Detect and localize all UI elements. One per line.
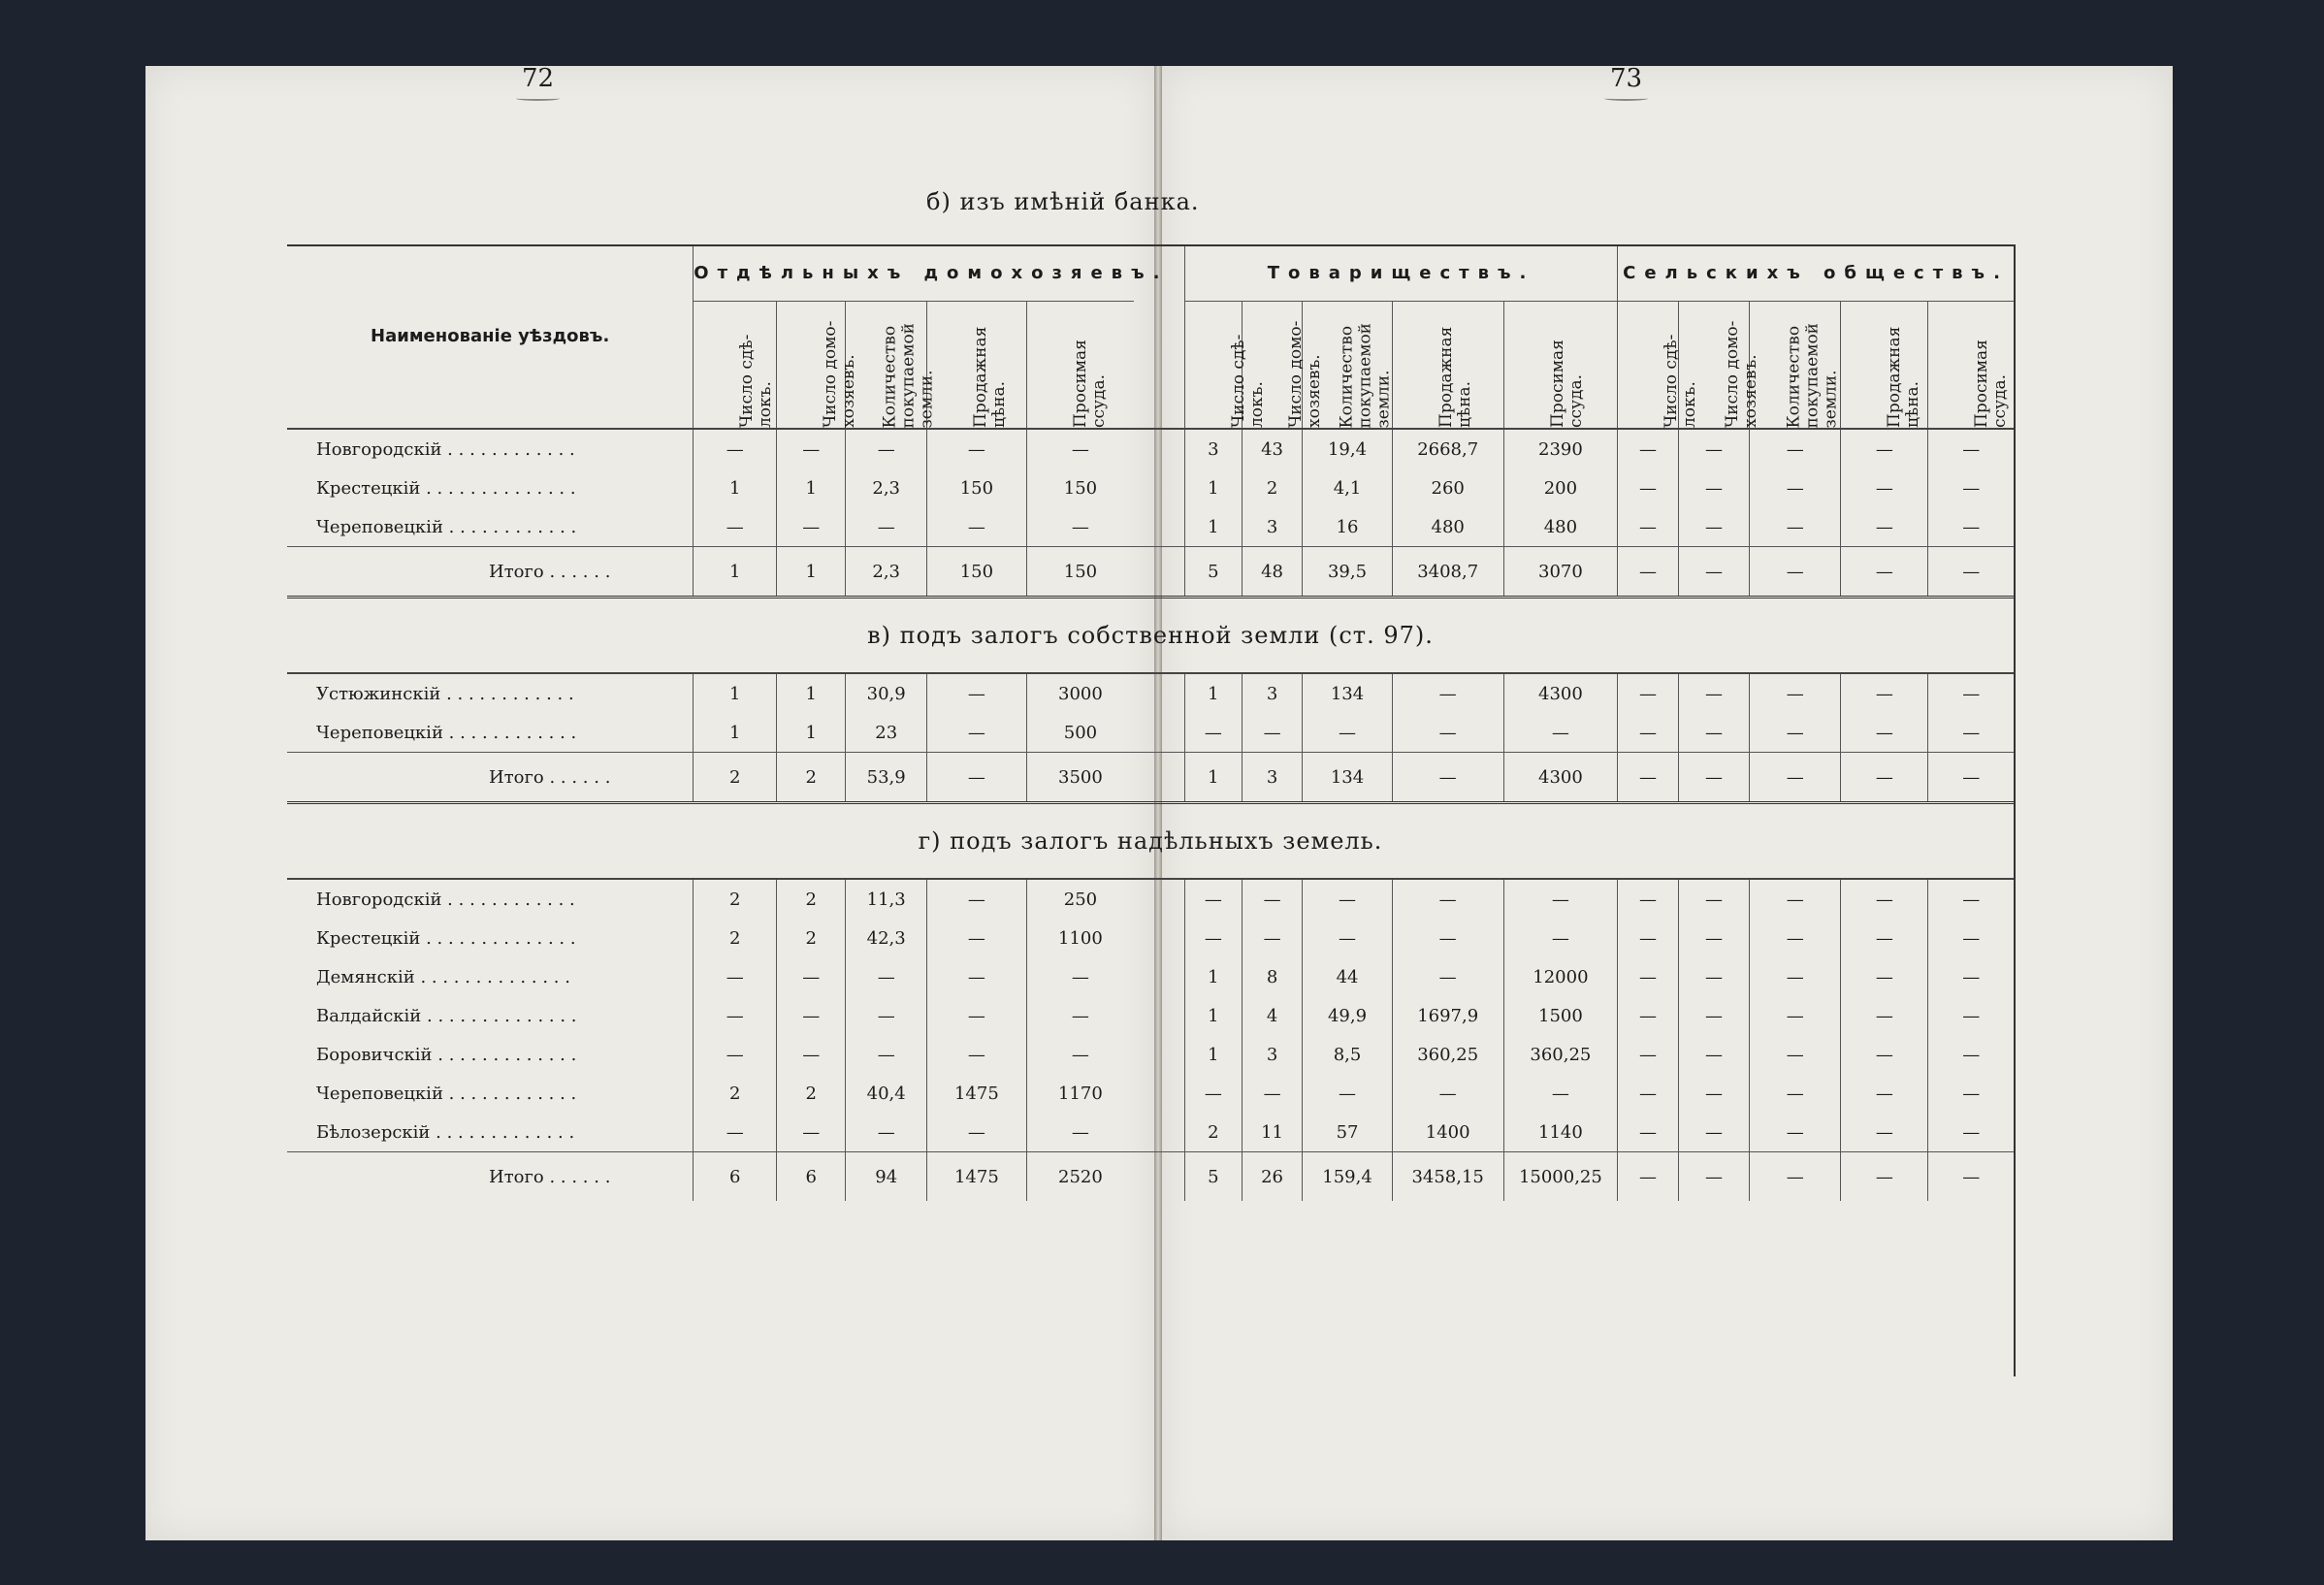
table-cell: 134 xyxy=(1303,753,1392,803)
table-cell: — xyxy=(1678,879,1749,919)
section-title: в) подъ залогъ собственной земли (ст. 97). xyxy=(287,598,2014,674)
page-gutter-cell xyxy=(1134,469,1184,507)
header-col-2-4: Продажная цѣна. xyxy=(1392,302,1503,430)
table-cell: — xyxy=(1841,996,1928,1035)
district-name: Новгородскій . . . . . . . . . . . . xyxy=(316,889,575,910)
table-cell: — xyxy=(1841,469,1928,507)
table-row xyxy=(287,879,2014,919)
table-cell: — xyxy=(1928,1035,2014,1074)
table-cell: 2 xyxy=(1242,469,1303,507)
statistics-table xyxy=(287,244,2014,1201)
district-name: Череповецкій . . . . . . . . . . . . xyxy=(316,1083,577,1104)
table-row xyxy=(287,1074,2014,1113)
table-cell: 4,1 xyxy=(1303,469,1392,507)
table-cell: 3458,15 xyxy=(1392,1152,1503,1202)
table-row xyxy=(287,1152,2014,1202)
table-cell: 94 xyxy=(846,1152,927,1202)
table-cell: 1170 xyxy=(1026,1074,1134,1113)
table-cell: — xyxy=(1928,957,2014,996)
table-cell: 23 xyxy=(846,713,927,753)
table-cell: — xyxy=(1618,547,1679,598)
table-cell: — xyxy=(1618,507,1679,547)
table-cell: 2 xyxy=(694,919,777,957)
table-cell: — xyxy=(694,1035,777,1074)
header-group-partnerships: Товариществъ. xyxy=(1185,244,1618,302)
table-cell: 150 xyxy=(1026,469,1134,507)
table-cell: — xyxy=(1185,713,1243,753)
table-cell: 1 xyxy=(1185,469,1243,507)
table-cell: 1697,9 xyxy=(1392,996,1503,1035)
table-cell: — xyxy=(1841,1035,1928,1074)
table-cell: 1 xyxy=(777,547,846,598)
table-cell: — xyxy=(1678,1113,1749,1152)
table-cell: — xyxy=(1928,507,2014,547)
table-cell: — xyxy=(1841,919,1928,957)
table-cell: 44 xyxy=(1303,957,1392,996)
table-cell: 1 xyxy=(777,469,846,507)
section-row xyxy=(287,803,2014,880)
table-cell: 48 xyxy=(1242,547,1303,598)
table-cell: — xyxy=(1928,429,2014,469)
table-cell: 1 xyxy=(1185,753,1243,803)
table-cell: 1500 xyxy=(1503,996,1617,1035)
table-cell: — xyxy=(1750,547,1841,598)
table-cell: — xyxy=(927,673,1027,713)
table-cell: 16 xyxy=(1303,507,1392,547)
header-col-1-1: Число сдѣ- локъ. xyxy=(694,302,777,430)
table-cell: — xyxy=(1303,879,1392,919)
table-cell: 8,5 xyxy=(1303,1035,1392,1074)
table-cell: — xyxy=(1928,673,2014,713)
table-cell: — xyxy=(1618,1074,1679,1113)
table-cell: 2520 xyxy=(1026,1152,1134,1202)
table-cell: — xyxy=(1503,1074,1617,1113)
table-cell: — xyxy=(1678,713,1749,753)
table-cell: — xyxy=(1678,957,1749,996)
table-cell: — xyxy=(777,507,846,547)
table-cell: — xyxy=(1678,673,1749,713)
table-cell: — xyxy=(1026,429,1134,469)
table-cell: — xyxy=(1392,879,1503,919)
header-col-3-5: Просимая ссуда. xyxy=(1928,302,2014,430)
table-cell: — xyxy=(1678,753,1749,803)
table-cell: — xyxy=(1242,879,1303,919)
table-cell: — xyxy=(1841,507,1928,547)
table-cell: — xyxy=(927,429,1027,469)
table-cell: — xyxy=(1618,753,1679,803)
table-cell: 2,3 xyxy=(846,469,927,507)
table-cell: — xyxy=(1678,919,1749,957)
table-cell: 2,3 xyxy=(846,547,927,598)
table-cell: — xyxy=(1618,919,1679,957)
table-cell: — xyxy=(1928,713,2014,753)
table-cell: — xyxy=(1242,919,1303,957)
table-cell: — xyxy=(1841,713,1928,753)
district-name: Новгородскій . . . . . . . . . . . . xyxy=(316,438,575,460)
table-cell: 3 xyxy=(1242,753,1303,803)
header-col-3-2: Число домо- хозяевъ. xyxy=(1678,302,1749,430)
table-cell: — xyxy=(846,1113,927,1152)
table-cell: — xyxy=(1750,879,1841,919)
table-cell: 5 xyxy=(1185,547,1243,598)
table-cell: — xyxy=(846,996,927,1035)
table-cell: — xyxy=(1841,429,1928,469)
table-cell: — xyxy=(694,429,777,469)
table-cell: 3 xyxy=(1242,1035,1303,1074)
left-page-number: 72 xyxy=(522,64,555,93)
table-cell: — xyxy=(927,879,1027,919)
table-cell: — xyxy=(777,1035,846,1074)
table-cell: — xyxy=(694,1113,777,1152)
table-cell: — xyxy=(1026,1035,1134,1074)
table-cell: 1 xyxy=(1185,507,1243,547)
district-name: Череповецкій . . . . . . . . . . . . xyxy=(316,516,577,537)
table-cell: 43 xyxy=(1242,429,1303,469)
right-page-number: 73 xyxy=(1610,64,1643,93)
table-cell: 3000 xyxy=(1026,673,1134,713)
table-cell: 480 xyxy=(1503,507,1617,547)
table-cell: — xyxy=(1678,1035,1749,1074)
table-cell: — xyxy=(694,996,777,1035)
table-row xyxy=(287,713,2014,753)
table-cell: — xyxy=(1750,957,1841,996)
page-gutter-cell xyxy=(1134,1035,1184,1074)
table-cell: — xyxy=(1841,547,1928,598)
table-cell: 3 xyxy=(1242,507,1303,547)
district-name: Череповецкій . . . . . . . . . . . . xyxy=(316,722,577,743)
section-row xyxy=(287,598,2014,674)
table-cell: — xyxy=(1750,753,1841,803)
district-name: Итого . . . . . . xyxy=(287,1152,694,1202)
table-cell: 6 xyxy=(777,1152,846,1202)
header-col-1-5: Просимая ссуда. xyxy=(1026,302,1134,430)
table-row xyxy=(287,1035,2014,1074)
table-cell: 2 xyxy=(694,879,777,919)
table-cell: 49,9 xyxy=(1303,996,1392,1035)
page-gutter-cell xyxy=(1134,713,1184,753)
table-cell: — xyxy=(1618,1113,1679,1152)
table-cell: 1 xyxy=(777,713,846,753)
header-col-1-4: Продажная цѣна. xyxy=(927,302,1027,430)
table-cell: — xyxy=(1618,957,1679,996)
table-cell: — xyxy=(1841,957,1928,996)
header-group-communities: Сельскихъ обществъ. xyxy=(1618,244,2014,302)
table-cell: — xyxy=(1841,1113,1928,1152)
table-cell: — xyxy=(1928,996,2014,1035)
table-cell: — xyxy=(927,1035,1027,1074)
table-cell: 1 xyxy=(694,547,777,598)
table-cell: 11,3 xyxy=(846,879,927,919)
table-cell: — xyxy=(927,713,1027,753)
table-cell: — xyxy=(846,1035,927,1074)
table-cell: 1100 xyxy=(1026,919,1134,957)
table-cell: 39,5 xyxy=(1303,547,1392,598)
header-col-2-3: Количество покупаемой земли. xyxy=(1303,302,1392,430)
table-cell: — xyxy=(1928,1152,2014,1202)
table-cell: 30,9 xyxy=(846,673,927,713)
table-cell: — xyxy=(1678,507,1749,547)
table-cell: — xyxy=(694,507,777,547)
table-cell: — xyxy=(1750,1035,1841,1074)
table-cell: 53,9 xyxy=(846,753,927,803)
page-gutter-cell xyxy=(1134,996,1184,1035)
table-row xyxy=(287,919,2014,957)
table-cell: 12000 xyxy=(1503,957,1617,996)
table-cell: — xyxy=(1303,919,1392,957)
table-cell: 2668,7 xyxy=(1392,429,1503,469)
table-cell: — xyxy=(1678,469,1749,507)
table-cell: — xyxy=(1678,1074,1749,1113)
district-name: Бѣлозерскій . . . . . . . . . . . . . xyxy=(316,1121,575,1143)
table-cell: 2 xyxy=(777,1074,846,1113)
table-cell: — xyxy=(1750,1074,1841,1113)
table-cell: 260 xyxy=(1392,469,1503,507)
section-b-title: б) изъ имѣній банка. xyxy=(926,188,1200,215)
table-cell: 2 xyxy=(694,753,777,803)
table-cell: — xyxy=(1750,429,1841,469)
table-cell: — xyxy=(1392,957,1503,996)
table-cell: — xyxy=(1026,957,1134,996)
table-cell: — xyxy=(846,507,927,547)
table-cell: — xyxy=(1303,1074,1392,1113)
table-cell: — xyxy=(1750,1152,1841,1202)
district-name: Итого . . . . . . xyxy=(287,753,694,803)
table-cell: 1 xyxy=(1185,673,1243,713)
page-gutter-cell xyxy=(1134,547,1184,598)
table-cell: 159,4 xyxy=(1303,1152,1392,1202)
table-cell: — xyxy=(777,996,846,1035)
table-cell: — xyxy=(777,957,846,996)
table-row xyxy=(287,547,2014,598)
table-cell: — xyxy=(1678,547,1749,598)
table-cell: 26 xyxy=(1242,1152,1303,1202)
table-cell: — xyxy=(1503,879,1617,919)
table-cell: — xyxy=(694,957,777,996)
table-cell: — xyxy=(1392,713,1503,753)
table-cell: 3500 xyxy=(1026,753,1134,803)
table-cell: 200 xyxy=(1503,469,1617,507)
table-cell: 360,25 xyxy=(1503,1035,1617,1074)
table-cell: — xyxy=(1026,996,1134,1035)
table-cell: — xyxy=(1841,879,1928,919)
page-gutter-cell xyxy=(1134,1152,1184,1202)
table-row xyxy=(287,429,2014,469)
table-row xyxy=(287,1113,2014,1152)
table-cell: — xyxy=(1026,507,1134,547)
table-cell: 1475 xyxy=(927,1074,1027,1113)
table-cell: — xyxy=(1841,673,1928,713)
district-name: Крестецкій . . . . . . . . . . . . . . xyxy=(316,927,576,949)
table-cell: — xyxy=(1928,919,2014,957)
table-cell: 1140 xyxy=(1503,1113,1617,1152)
page-gutter-cell xyxy=(1134,1074,1184,1113)
page-gutter-cell xyxy=(1134,957,1184,996)
table-cell: — xyxy=(1928,1113,2014,1152)
table-cell: 15000,25 xyxy=(1503,1152,1617,1202)
table-cell: — xyxy=(1750,996,1841,1035)
table-cell: — xyxy=(1185,1074,1243,1113)
district-name: Устюжинскій . . . . . . . . . . . . xyxy=(316,683,574,704)
table-cell: — xyxy=(1503,713,1617,753)
district-name: Итого . . . . . . xyxy=(287,547,694,598)
table-row xyxy=(287,753,2014,803)
table-cell: 480 xyxy=(1392,507,1503,547)
table-cell: 1400 xyxy=(1392,1113,1503,1152)
district-name: Боровичскій . . . . . . . . . . . . . xyxy=(316,1044,577,1065)
table-cell: — xyxy=(1841,1152,1928,1202)
table-cell: 1 xyxy=(694,673,777,713)
table-cell: 4 xyxy=(1242,996,1303,1035)
page-gutter-cell xyxy=(1134,879,1184,919)
table-cell: — xyxy=(1750,469,1841,507)
table-cell: 1 xyxy=(1185,1035,1243,1074)
page-gutter-cell xyxy=(1134,507,1184,547)
table-cell: — xyxy=(1618,713,1679,753)
district-name: Валдайскій . . . . . . . . . . . . . . xyxy=(316,1005,577,1026)
table-cell: 5 xyxy=(1185,1152,1243,1202)
table-cell: — xyxy=(777,1113,846,1152)
table-cell: — xyxy=(1678,429,1749,469)
table-cell: — xyxy=(1618,429,1679,469)
table-cell: — xyxy=(927,753,1027,803)
table-cell: 2390 xyxy=(1503,429,1617,469)
table-cell: — xyxy=(1928,879,2014,919)
page-gutter-cell xyxy=(1134,753,1184,803)
table-cell: — xyxy=(1392,673,1503,713)
table-cell: — xyxy=(846,429,927,469)
header-col-2-5: Просимая ссуда. xyxy=(1503,302,1617,430)
header-group-households: Отдѣльныхъ домохозяевъ. xyxy=(694,244,1134,302)
table-cell: — xyxy=(1392,1074,1503,1113)
table-cell: 2 xyxy=(777,919,846,957)
table-cell: 500 xyxy=(1026,713,1134,753)
table-cell: — xyxy=(1242,713,1303,753)
page-gutter-cell xyxy=(1134,919,1184,957)
table-cell: — xyxy=(1928,469,2014,507)
table-cell: — xyxy=(846,957,927,996)
table-cell: — xyxy=(1392,919,1503,957)
table-cell: — xyxy=(1392,753,1503,803)
table-cell: 150 xyxy=(927,469,1027,507)
header-col-1-3: Количество покупаемой земли. xyxy=(846,302,927,430)
table-cell: — xyxy=(1242,1074,1303,1113)
table-cell: — xyxy=(1750,1113,1841,1152)
table-cell: 1475 xyxy=(927,1152,1027,1202)
table-cell: 2 xyxy=(1185,1113,1243,1152)
table-cell: 4300 xyxy=(1503,673,1617,713)
table-row xyxy=(287,507,2014,547)
table-cell: — xyxy=(1750,919,1841,957)
header-col-3-1: Число сдѣ- локъ. xyxy=(1618,302,1679,430)
table-cell: 4300 xyxy=(1503,753,1617,803)
table-cell: — xyxy=(1928,1074,2014,1113)
table-cell: 2 xyxy=(777,753,846,803)
table-cell: 11 xyxy=(1242,1113,1303,1152)
table-cell: — xyxy=(1185,879,1243,919)
section-title: г) подъ залогъ надѣльныхъ земель. xyxy=(287,803,2014,880)
table-cell: 42,3 xyxy=(846,919,927,957)
table-cell: — xyxy=(1928,753,2014,803)
page-gutter-cell xyxy=(1134,1113,1184,1152)
table-row xyxy=(287,469,2014,507)
table-cell: — xyxy=(1841,1074,1928,1113)
header-col-2-1: Число сдѣ- локъ. xyxy=(1185,302,1243,430)
district-name: Крестецкій . . . . . . . . . . . . . . xyxy=(316,477,576,499)
table-cell: — xyxy=(1750,507,1841,547)
table-cell: — xyxy=(1678,996,1749,1035)
table-cell: 1 xyxy=(777,673,846,713)
table-cell: — xyxy=(1750,713,1841,753)
table-cell: — xyxy=(1303,713,1392,753)
table-cell: — xyxy=(1503,919,1617,957)
table-cell: 3 xyxy=(1242,673,1303,713)
table-cell: — xyxy=(927,1113,1027,1152)
table-cell: — xyxy=(1618,673,1679,713)
table-cell: — xyxy=(1928,547,2014,598)
table-cell: 8 xyxy=(1242,957,1303,996)
table-cell: 19,4 xyxy=(1303,429,1392,469)
table-cell: — xyxy=(1618,996,1679,1035)
table-cell: 1 xyxy=(1185,957,1243,996)
table-cell: 134 xyxy=(1303,673,1392,713)
district-name: Демянскій . . . . . . . . . . . . . . xyxy=(316,966,570,987)
table-cell: — xyxy=(927,996,1027,1035)
table-cell: 57 xyxy=(1303,1113,1392,1152)
page-gutter-cell xyxy=(1134,673,1184,713)
table-cell: 360,25 xyxy=(1392,1035,1503,1074)
table-cell: 2 xyxy=(694,1074,777,1113)
table-cell: — xyxy=(927,507,1027,547)
page-gutter-cell xyxy=(1134,429,1184,469)
table-cell: 40,4 xyxy=(846,1074,927,1113)
table-cell: — xyxy=(927,957,1027,996)
header-col-3-4: Продажная цѣна. xyxy=(1841,302,1928,430)
table-cell: — xyxy=(1618,1152,1679,1202)
table-cell: — xyxy=(1185,919,1243,957)
table-cell: 150 xyxy=(927,547,1027,598)
table-cell: — xyxy=(1678,1152,1749,1202)
table-cell: 1 xyxy=(694,713,777,753)
table-cell: — xyxy=(1618,1035,1679,1074)
table-cell: 1 xyxy=(694,469,777,507)
table-cell: 3408,7 xyxy=(1392,547,1503,598)
table-cell: 1 xyxy=(1185,996,1243,1035)
table-cell: — xyxy=(1618,879,1679,919)
table-cell: — xyxy=(777,429,846,469)
table-cell: 250 xyxy=(1026,879,1134,919)
table-cell: 2 xyxy=(777,879,846,919)
table-cell: 6 xyxy=(694,1152,777,1202)
table-cell: — xyxy=(1841,753,1928,803)
table-cell: 3070 xyxy=(1503,547,1617,598)
table-cell: — xyxy=(927,919,1027,957)
header-col-1-2: Число домо- хозяевъ. xyxy=(777,302,846,430)
table-row xyxy=(287,996,2014,1035)
table-cell: — xyxy=(1750,673,1841,713)
table-cell: 3 xyxy=(1185,429,1243,469)
table-row xyxy=(287,957,2014,996)
table-cell: — xyxy=(1026,1113,1134,1152)
header-col-3-3: Количество покупаемой земли. xyxy=(1750,302,1841,430)
header-district-name: Наименованіе уѣздовъ. xyxy=(287,244,694,429)
table-cell: — xyxy=(1618,469,1679,507)
header-col-2-2: Число домо- хозяевъ. xyxy=(1242,302,1303,430)
table-cell: 150 xyxy=(1026,547,1134,598)
table-row xyxy=(287,673,2014,713)
